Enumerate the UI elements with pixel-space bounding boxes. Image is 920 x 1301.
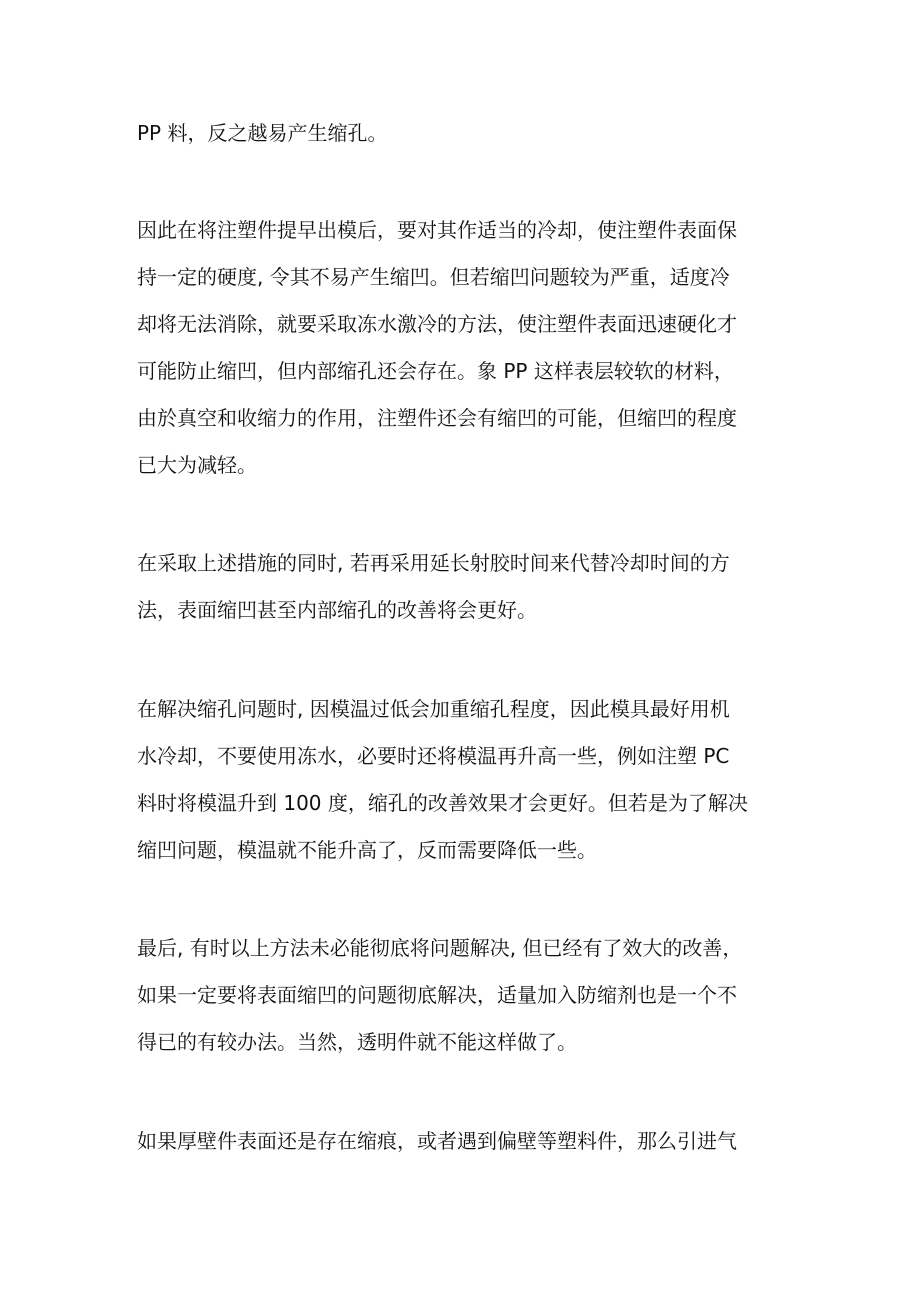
text-line: 最后, 有时以上方法未必能彻底将问题解决, 但已经有了效大的改善， [137,936,743,960]
text-line: 因此在将注塑件提早出模后，要对其作适当的冷却，使注塑件表面保 [137,218,737,242]
text-line: 由於真空和收缩力的作用，注塑件还会有缩凹的可能，但缩凹的程度 [137,406,737,430]
text-line: 却将无法消除，就要采取冻水激冷的方法，使注塑件表面迅速硬化才 [137,312,737,336]
text-line: 如果一定要将表面缩凹的问题彻底解决，适量加入防缩剂也是一个不 [137,983,737,1007]
text-line: 持一定的硬度, 令其不易产生缩凹。但若缩凹问题较为严重，适度冷 [137,265,730,289]
text-line: 在采取上述措施的同时, 若再采用延长射胶时间来代替冷却时间的方 [137,551,730,575]
text-line: 已大为减轻。 [137,453,257,477]
text-line: 法，表面缩凹甚至内部缩孔的改善将会更好。 [137,598,537,622]
text-line: 可能防止缩凹，但内部缩孔还会存在。象 PP 这样表层较软的材料， [137,359,734,383]
text-line: 料时将模温升到 100 度，缩孔的改善效果才会更好。但若是为了解决 [137,791,748,815]
text-line: 如果厚壁件表面还是存在缩痕，或者遇到偏壁等塑料件，那么引进气 [137,1129,737,1153]
text-line: 在解决缩孔问题时, 因模温过低会加重缩孔程度，因此模具最好用机 [137,697,730,721]
text-line: 缩凹问题，模温就不能升高了，反而需要降低一些。 [137,838,597,862]
text-line: PP 料，反之越易产生缩孔。 [137,121,388,145]
text-line: 得已的有较办法。当然，透明件就不能这样做了。 [137,1030,577,1054]
text-line: 水冷却，不要使用冻水，必要时还将模温再升高一些，例如注塑 PC [137,744,730,768]
